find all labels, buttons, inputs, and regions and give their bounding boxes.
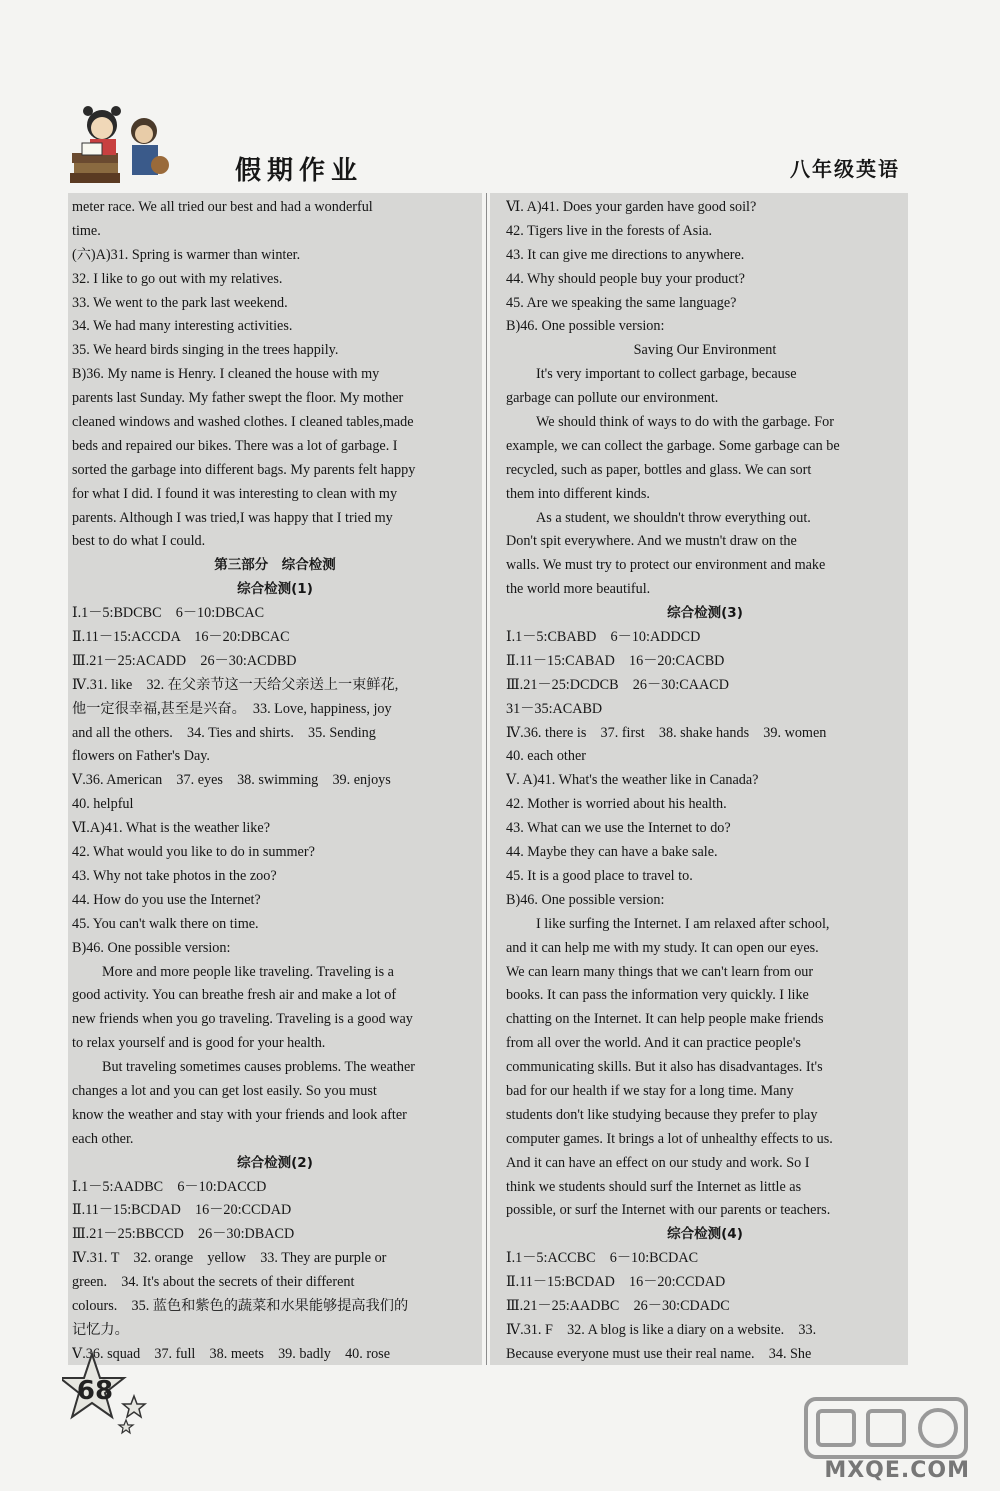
section-heading: 第三部分 综合检测 [214, 557, 336, 574]
left-text-line: 40. helpful [72, 796, 134, 813]
right-text-line: 40. each other [506, 748, 586, 765]
book-title: 假期作业 [235, 156, 364, 186]
grade-subject-label: 八年级英语 [790, 157, 900, 181]
right-text-line: 42. Tigers live in the forests of Asia. [506, 222, 713, 239]
right-text-line: We should think of ways to do with the garbage. For [536, 414, 834, 431]
left-text-line: Ⅱ.11－15:BCDAD 16－20:CCDAD [72, 1202, 292, 1219]
right-text-line: And it can have an effect on our study and work. So I [506, 1154, 810, 1171]
right-text-line: Don't spit everywhere. And we mustn't draw on the [506, 533, 797, 550]
right-text-line: Ⅱ.11－15:BCDAD 16－20:CCDAD [506, 1274, 726, 1291]
right-text-line: I like surfing the Internet. I am relaxed after school, [536, 915, 830, 932]
left-text-line: 记忆力。 [72, 1321, 129, 1338]
left-text-line: More and more people like traveling. Traveling is a [102, 963, 394, 980]
right-text-line: Ⅲ.21－25:AADBC 26－30:CDADC [506, 1297, 730, 1314]
right-text-line: Ⅵ. A)41. Does your garden have good soil? [506, 199, 757, 215]
left-answer-column [68, 193, 482, 1365]
right-text-line: 44. Why should people buy your product? [506, 270, 745, 287]
right-text-line: students don't like studying because they prefer to play [506, 1106, 818, 1123]
watermark-text: MXQE.COM [824, 1458, 970, 1483]
right-text-line: 45. Are we speaking the same language? [506, 294, 737, 311]
left-text-line: for what I did. I found it was interesting to clean with my [72, 485, 398, 502]
left-text-line: Ⅰ.1－5:AADBC 6－10:DACCD [72, 1178, 267, 1195]
right-text-line: Ⅲ.21－25:DCDCB 26－30:CAACD [506, 676, 729, 693]
left-text-line: Ⅳ.31. like 32. 在父亲节这一天给父亲送上一束鲜花, [72, 676, 399, 693]
left-text-line: (六)A)31. Spring is warmer than winter. [72, 246, 301, 263]
left-text-line: B)46. One possible version: [72, 939, 231, 956]
right-text-line: example, we can collect the garbage. Some garbage can be [506, 437, 840, 454]
right-text-line: Because everyone must use their real name. 34. She [506, 1345, 812, 1362]
right-text-line: chatting on the Internet. It can help people make friends [506, 1011, 824, 1028]
right-text-line: As a student, we shouldn't throw everything out. [536, 509, 811, 526]
right-text-line: We can learn many things that we can't learn from our [506, 963, 814, 980]
right-text-line: It's very important to collect garbage, because [536, 366, 797, 383]
right-text-line: computer games. It brings a lot of unhealthy effects to us. [506, 1130, 833, 1147]
left-text-line: Ⅳ.31. T 32. orange yellow 33. They are purple or [72, 1250, 387, 1267]
right-text-line: 43. What can we use the Internet to do? [506, 820, 731, 837]
right-text-line: the world more beautiful. [506, 581, 651, 598]
right-text-line: from all over the world. And it can practice people's [506, 1035, 801, 1052]
left-text-line: meter race. We all tried our best and had a wonderful [72, 199, 373, 215]
page-header [60, 95, 920, 185]
left-text-line: to relax yourself and is good for your health. [72, 1035, 326, 1052]
section-heading: 综合检测(4) [667, 1226, 743, 1243]
right-text-line: 45. It is a good place to travel to. [506, 867, 693, 884]
right-text-line: think we students should surf the Internet as little as [506, 1178, 802, 1195]
right-text-line: recycled, such as paper, bottles and glass. We can sort [506, 461, 812, 478]
right-text-line: communicating skills. But it also has disadvantages. It's [506, 1059, 823, 1076]
page-number: 68 [76, 1376, 114, 1406]
students-reading-icon [70, 95, 170, 185]
left-text-line: and all the others. 34. Ties and shirts. 35. Sending [72, 724, 376, 741]
right-text-line: Ⅰ.1－5:ACCBC 6－10:BCDAC [506, 1250, 699, 1267]
left-text-line: 44. How do you use the Internet? [72, 891, 261, 908]
right-text-line: walls. We must try to protect our environment and make [506, 557, 826, 574]
right-text-line: B)46. One possible version: [506, 318, 665, 335]
left-text-line: good activity. You can breathe fresh air and make a lot of [72, 987, 397, 1004]
left-text-line: green. 34. It's about the secrets of their different [72, 1274, 355, 1291]
right-text-line: Saving Our Environment [633, 342, 777, 359]
left-text-line: 33. We went to the park last weekend. [72, 294, 288, 311]
right-text-line: Ⅱ.11－15:CABAD 16－20:CACBD [506, 652, 725, 669]
right-text-line: and it can help me with my study. It can open our eyes. [506, 939, 819, 956]
left-text-line: 42. What would you like to do in summer? [72, 844, 315, 861]
right-text-line: 31－35:ACABD [506, 700, 603, 717]
right-text-line: Ⅰ.1－5:CBABD 6－10:ADDCD [506, 629, 701, 646]
left-text-line: 43. Why not take photos in the zoo? [72, 867, 277, 884]
left-text-line: Ⅱ.11－15:ACCDA 16－20:DBCAC [72, 629, 290, 646]
right-text-line: books. It can pass the information very quickly. I like [506, 987, 809, 1004]
right-text-line: Ⅳ.31. F 32. A blog is like a diary on a website. 33. [506, 1321, 817, 1338]
left-text-line: Ⅴ.36. squad 37. full 38. meets 39. badly 40. rose [72, 1345, 390, 1362]
left-text-line: 他一定很幸福,甚至是兴奋。 33. Love, happiness, joy [72, 700, 392, 717]
right-text-line: bad for our health if we stay for a long time. Many [506, 1082, 794, 1099]
right-text-line: Ⅴ. A)41. What's the weather like in Canada? [506, 772, 759, 789]
left-text-line: Ⅲ.21－25:ACADD 26－30:ACDBD [72, 652, 297, 669]
left-text-line: B)36. My name is Henry. I cleaned the house with my [72, 366, 380, 383]
right-text-line: B)46. One possible version: [506, 891, 665, 908]
left-text-line: 34. We had many interesting activities. [72, 318, 293, 335]
left-text-line: parents. Although I was tried,I was happy that I tried my [72, 509, 393, 526]
left-text-line: Ⅴ.36. American 37. eyes 38. swimming 39. enjoys [72, 772, 391, 789]
left-text-line: changes a lot and you can get lost easily. So you must [72, 1082, 377, 1099]
left-text-line: flowers on Father's Day. [72, 748, 210, 765]
left-text-line: new friends when you go traveling. Traveling is a good way [72, 1011, 413, 1028]
left-text-line: parents last Sunday. My father swept the floor. My mother [72, 390, 404, 407]
left-text-line: cleaned windows and washed clothes. I cleaned tables,made [72, 414, 414, 431]
right-answer-column [490, 193, 908, 1365]
right-text-line: them into different kinds. [506, 485, 650, 502]
right-text-line: 42. Mother is worried about his health. [506, 796, 727, 813]
left-text-line: each other. [72, 1130, 134, 1147]
left-text-line: sorted the garbage into different bags. My parents felt happy [72, 461, 416, 478]
right-text-line: garbage can pollute our environment. [506, 390, 719, 407]
left-text-line: know the weather and stay with your friends and look after [72, 1106, 407, 1123]
left-text-line: beds and repaired our bikes. There was a lot of garbage. I [72, 437, 398, 454]
right-text-line: possible, or surf the Internet with our parents or teachers. [506, 1202, 831, 1219]
left-text-line: But traveling sometimes causes problems. The weather [102, 1059, 415, 1076]
left-text-line: Ⅲ.21－25:BBCCD 26－30:DBACD [72, 1226, 295, 1243]
section-heading: 综合检测(2) [237, 1154, 313, 1171]
left-text-line: colours. 35. 蓝色和紫色的蔬菜和水果能够提高我们的 [72, 1297, 409, 1314]
left-text-line: Ⅰ.1－5:BDCBC 6－10:DBCAC [72, 605, 265, 622]
left-text-line: 32. I like to go out with my relatives. [72, 270, 283, 287]
section-heading: 综合检测(1) [237, 581, 313, 598]
right-text-line: 43. It can give me directions to anywhere. [506, 246, 745, 263]
column-divider [486, 193, 487, 1365]
left-text-line: 45. You can't walk there on time. [72, 915, 259, 932]
right-text-line: Ⅳ.36. there is 37. first 38. shake hands 39. women [506, 724, 827, 741]
left-text-line: time. [72, 222, 101, 239]
left-text-line: best to do what I could. [72, 533, 206, 550]
left-text-line: 35. We heard birds singing in the trees happily. [72, 342, 339, 359]
right-text-line: 44. Maybe they can have a bake sale. [506, 844, 718, 861]
left-text-line: Ⅵ.A)41. What is the weather like? [72, 820, 270, 837]
section-heading: 综合检测(3) [667, 605, 743, 622]
